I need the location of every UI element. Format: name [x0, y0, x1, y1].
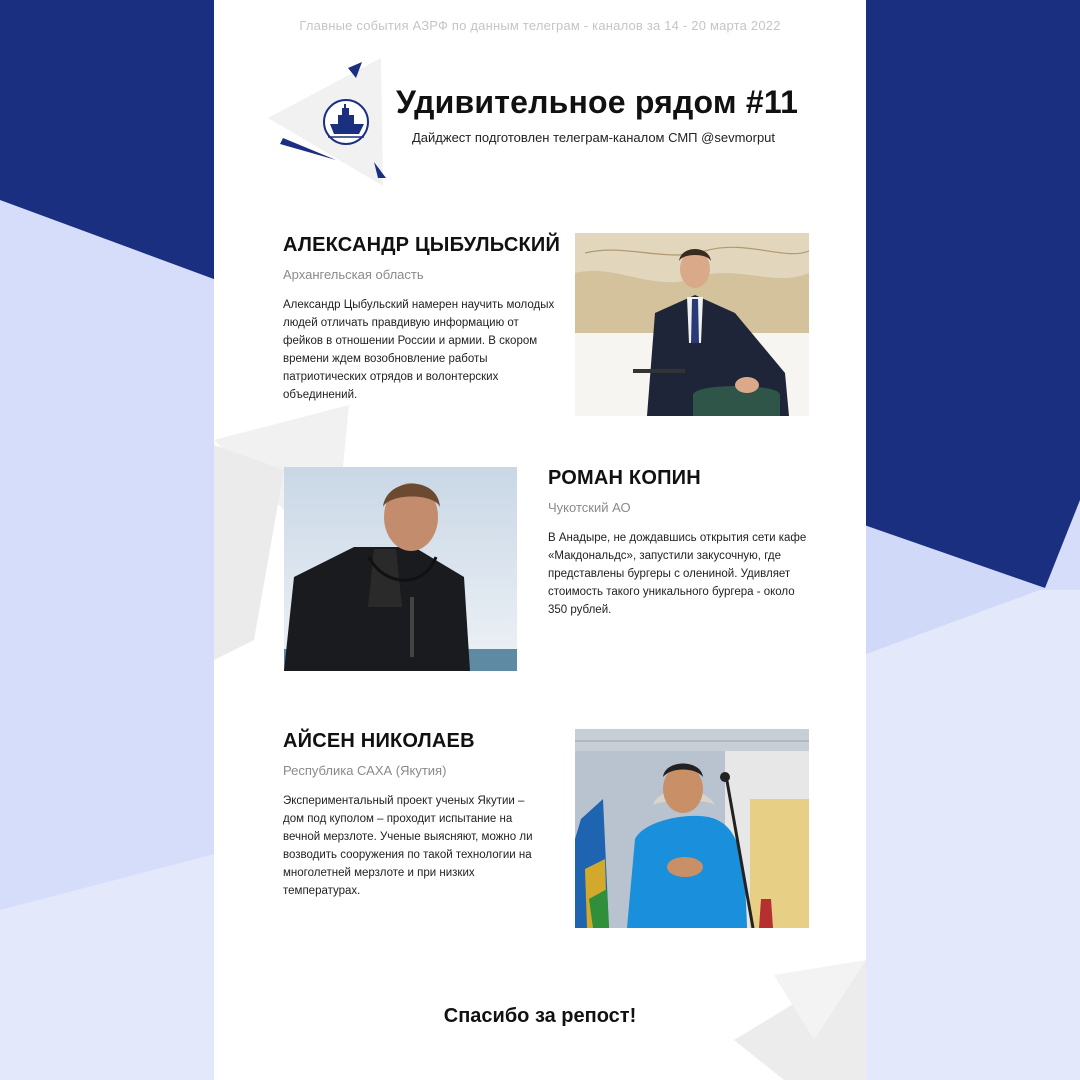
digest-subtitle: Дайджест подготовлен телеграм-каналом СМП @sevmorput: [412, 130, 776, 145]
content-panel: [214, 0, 866, 1080]
person-card-kopin: [548, 467, 810, 619]
person-region: Архангельская область: [283, 267, 424, 282]
person-card-tsybulsky: [283, 234, 561, 404]
icebreaker-logo: [268, 58, 398, 190]
person-region: Республика САХА (Якутия): [283, 763, 447, 778]
person-description: Александр Цыбульский намерен научить молодых людей отличать правдивую информацию от фейков в отношении России и армии. В скором времени ждем возобновление работы патриотических отрядов и волонтерских объединений.: [283, 299, 555, 401]
photo-kopin: [284, 467, 517, 671]
person-description: В Анадыре, не дождавшись открытия сети кафе «Макдональдс», запустили закусочную, где представлены бургеры с олениной. Удивляет стоимость такого уникального бургера - около 350 рублей.: [548, 532, 807, 616]
digest-title: Удивительное рядом #11: [396, 84, 799, 120]
person-card-nikolaev: [283, 730, 545, 900]
person-name: РОМАН КОПИН: [548, 467, 701, 489]
person-region: Чукотский АО: [548, 500, 631, 515]
digest-caption: Главные события АЗРФ по данным телеграм - каналов за 14 - 20 марта 2022: [299, 18, 781, 33]
photo-nikolaev: [575, 729, 809, 928]
person-description: Экспериментальный проект ученых Якутии – дом под куполом – проходит испытание на вечной мерзлоте. Ученые выясняют, можно ли возводить сооружения по такой технологии на многолетней мерзлоте и при низких температурах.: [283, 795, 533, 897]
person-name: АЙСЕН НИКОЛАЕВ: [283, 730, 475, 752]
person-name: АЛЕКСАНДР ЦЫБУЛЬСКИЙ: [283, 234, 561, 256]
photo-tsybulsky: [575, 233, 809, 416]
thanks-footer: Спасибо за репост!: [443, 1005, 637, 1027]
